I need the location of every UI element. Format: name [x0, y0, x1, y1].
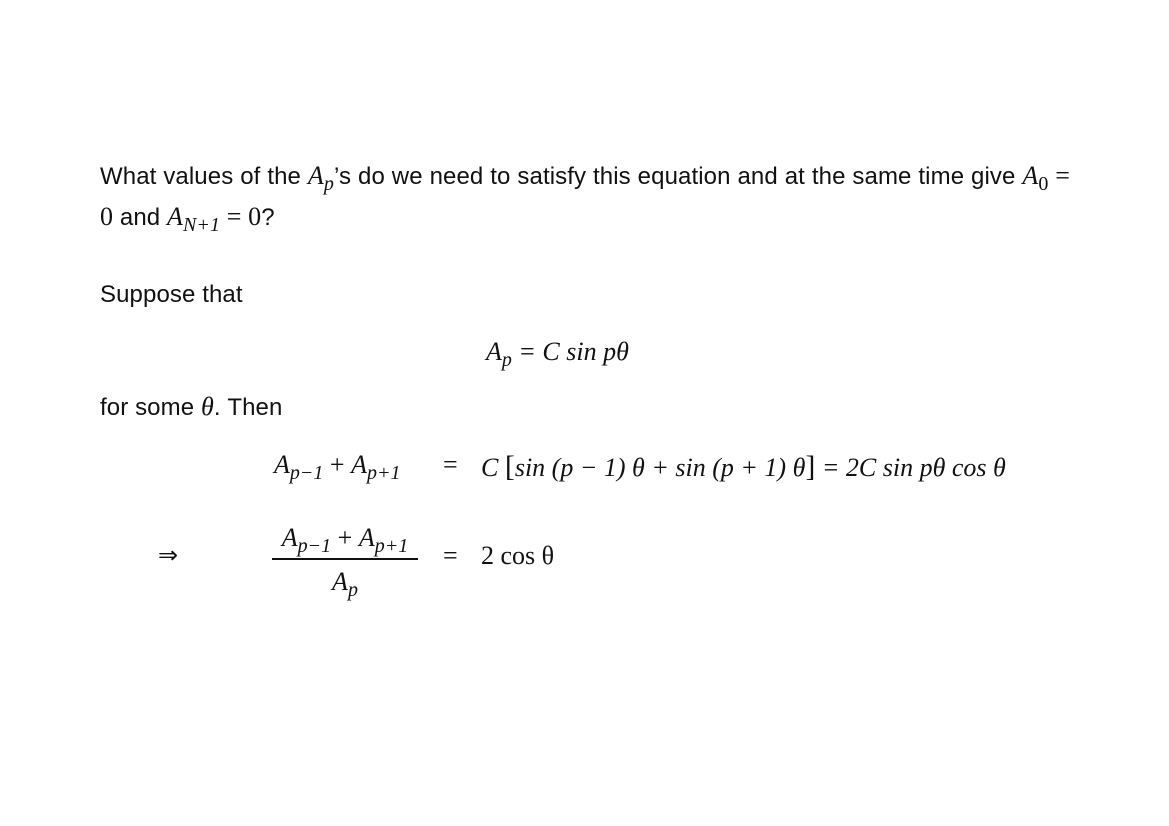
math-A: A	[281, 523, 298, 552]
math-plus: +	[323, 450, 352, 479]
math-A: A	[351, 450, 367, 479]
math-sub-p-minus-1: p−1	[297, 535, 332, 557]
fraction-denominator	[272, 564, 418, 600]
left-bracket: [	[504, 450, 515, 483]
suppose-text: Suppose that	[100, 281, 243, 308]
math-sub-p-minus-1: p−1	[289, 462, 324, 484]
math-eq-zero: = 0	[100, 161, 1070, 231]
math-C: C	[481, 453, 499, 482]
math-A: A	[1022, 161, 1039, 190]
math-A: A	[307, 161, 324, 190]
ratio-fraction	[272, 520, 418, 600]
math-A: A	[332, 566, 348, 596]
question-text-3: and	[113, 204, 167, 231]
math-sub-p: p	[323, 173, 334, 195]
row1-rhs	[481, 450, 1006, 484]
then-text-2: . Then	[213, 394, 283, 421]
ansatz-rhs: = C sin pθ	[511, 337, 629, 366]
fraction-numerator	[272, 520, 418, 556]
suppose-paragraph	[100, 275, 243, 315]
sine-sum: sin (p − 1) θ + sin (p + 1) θ	[514, 453, 806, 482]
math-A: A	[358, 523, 375, 552]
math-sub-0: 0	[1038, 173, 1049, 195]
right-bracket: ]	[805, 450, 816, 483]
math-sub-p: p	[347, 578, 358, 601]
then-text-1: for some	[100, 394, 201, 421]
math-sub-p-plus-1: p+1	[374, 535, 409, 557]
question-text-1: What values of the	[100, 163, 308, 190]
math-sub-n-plus-1: N+1	[182, 214, 221, 236]
math-eq-zero: = 0	[220, 202, 262, 231]
math-A: A	[274, 450, 290, 479]
row1-lhs	[274, 450, 401, 484]
math-plus: +	[331, 523, 359, 552]
math-sub-p: p	[501, 349, 512, 371]
fraction-bar	[272, 558, 418, 560]
then-paragraph	[100, 387, 282, 428]
question-paragraph	[100, 156, 1070, 238]
row1-result: = 2C sin pθ cos θ	[815, 453, 1006, 482]
question-text-2: ’s do we need to satisfy this equation and at the same time give	[334, 163, 1023, 190]
question-text-4: ?	[261, 204, 275, 231]
row2-equals: =	[443, 541, 458, 570]
math-A: A	[486, 337, 502, 366]
implies-arrow: ⇒	[158, 541, 179, 569]
ansatz-equation	[486, 337, 629, 371]
math-sub-p-plus-1: p+1	[366, 462, 401, 484]
row2-result: 2 cos θ	[481, 541, 555, 570]
math-theta: θ	[200, 392, 214, 421]
row1-equals: =	[443, 450, 458, 479]
math-A: A	[167, 202, 183, 231]
